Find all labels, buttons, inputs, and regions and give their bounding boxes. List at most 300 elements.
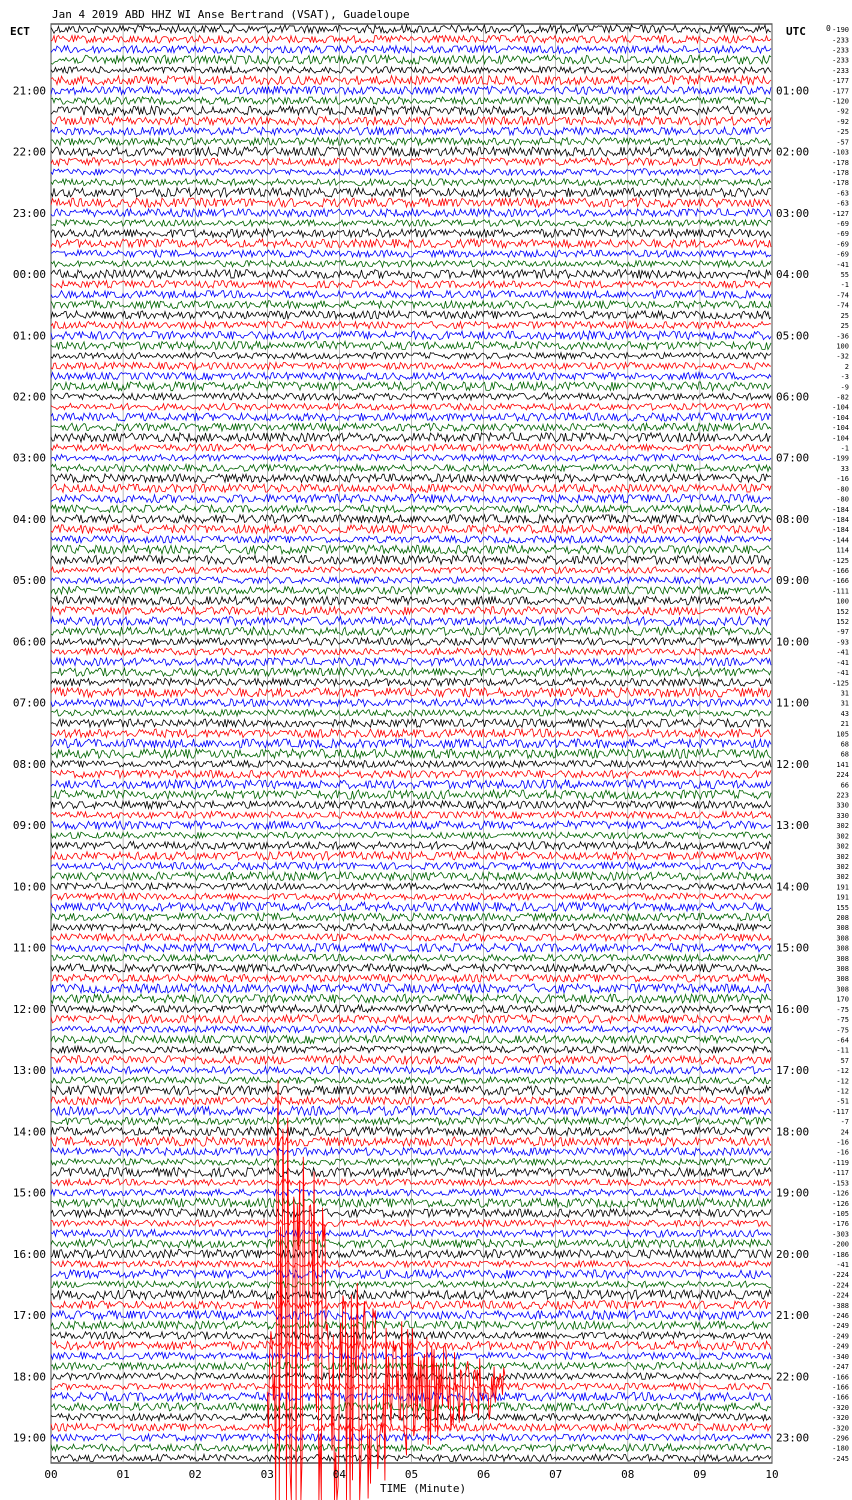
ect-hour-label: 15:00	[12, 1186, 46, 1200]
trace-offset-label: -233	[832, 46, 849, 55]
trace-offset-label: 308	[836, 924, 849, 933]
utc-hour-label: 22:00	[776, 1370, 810, 1384]
trace-122	[51, 1270, 771, 1279]
x-tick-label: 09	[693, 1468, 707, 1481]
trace-offset-label: 2	[844, 362, 849, 371]
trace-50	[51, 536, 771, 543]
trace-offset-label: 191	[836, 883, 849, 892]
ect-hour-label: 17:00	[12, 1309, 46, 1323]
trace-offset-label: -176	[832, 1220, 849, 1229]
ect-axis-label: ECT	[10, 25, 30, 38]
trace-12	[51, 147, 771, 156]
trace-39	[51, 423, 771, 431]
ect-hour-label: 12:00	[12, 1002, 46, 1016]
trace-88	[51, 924, 771, 931]
trace-offset-label: 43	[840, 709, 849, 718]
trace-offset-label: -119	[832, 1158, 849, 1167]
trace-94	[51, 984, 771, 993]
trace-offset-label: -92	[836, 117, 849, 126]
trace-95	[51, 994, 771, 1003]
trace-117	[51, 1220, 771, 1227]
utc-hour-label: 15:00	[776, 941, 810, 955]
trace-99	[51, 1036, 771, 1044]
trace-91	[51, 954, 771, 961]
trace-offset-label: -105	[832, 1209, 849, 1218]
ect-hour-label: 07:00	[12, 696, 46, 710]
trace-offset-label: -63	[836, 199, 849, 208]
trace-offset-label: -177	[832, 87, 849, 96]
trace-46	[51, 494, 771, 503]
utc-hour-label: 11:00	[776, 696, 810, 710]
trace-137	[51, 1423, 771, 1431]
trace-offset-label: -82	[836, 393, 849, 402]
ect-hour-labels	[13, 84, 46, 1444]
trace-60	[51, 638, 771, 645]
trace-80	[51, 842, 771, 850]
trace-offset-label: -16	[836, 1138, 849, 1147]
trace-29	[51, 322, 771, 329]
trace-7	[51, 97, 771, 105]
utc-hour-labels	[776, 84, 809, 1444]
utc-hour-label: 05:00	[776, 329, 810, 343]
trace-118	[51, 1230, 771, 1237]
trace-81	[51, 852, 771, 860]
trace-38	[51, 413, 771, 421]
trace-107	[51, 1117, 771, 1125]
trace-offset-label: -74	[836, 301, 849, 310]
trace-114	[51, 1189, 771, 1196]
trace-43	[51, 464, 771, 471]
trace-87	[51, 913, 771, 921]
utc-hour-label: 07:00	[776, 451, 810, 465]
trace-123	[51, 1281, 771, 1288]
trace-offset-label: -16	[836, 1148, 849, 1157]
trace-offset-label: 152	[836, 607, 849, 616]
ect-hour-label: 04:00	[12, 512, 46, 526]
trace-offset-label: -80	[836, 495, 849, 504]
trace-offset-label: -7	[840, 1118, 849, 1127]
grid-lines	[51, 24, 772, 1463]
trace-offset-label: -64	[836, 1036, 849, 1045]
trace-62	[51, 658, 771, 666]
trace-72	[51, 761, 771, 768]
ect-hour-label: 05:00	[12, 574, 46, 588]
trace-offset-label: 155	[836, 903, 849, 912]
utc-hour-label: 04:00	[776, 268, 810, 282]
trace-offset-label: -153	[832, 1179, 849, 1188]
trace-offset-label: 100	[836, 597, 849, 606]
trace-offset-label: -97	[836, 628, 849, 637]
utc-axis-label: UTC	[786, 25, 806, 38]
trace-offset-label: -69	[836, 250, 849, 259]
ect-hour-label: 13:00	[12, 1064, 46, 1078]
trace-offset-label: -120	[832, 97, 849, 106]
trace-offset-label: -303	[832, 1230, 849, 1239]
x-tick-label: 00	[44, 1468, 58, 1481]
trace-offset-label: -117	[832, 1107, 849, 1116]
trace-offset-label: -63	[836, 189, 849, 198]
trace-offset-label: -166	[832, 1383, 849, 1392]
ect-hour-label: 01:00	[12, 329, 46, 343]
trace-64	[51, 678, 771, 686]
trace-67	[51, 710, 771, 717]
trace-offset-label: -166	[832, 577, 849, 586]
trace-77	[51, 812, 771, 819]
x-tick-labels	[44, 1468, 778, 1481]
utc-hour-label: 10:00	[776, 635, 810, 649]
trace-15	[51, 179, 771, 186]
utc-hour-label: 17:00	[776, 1064, 810, 1078]
trace-31	[51, 341, 771, 349]
ect-hour-label: 21:00	[12, 84, 46, 98]
trace-offset-label: -184	[832, 515, 849, 524]
x-tick-label: 01	[116, 1468, 130, 1481]
trace-offset-label: -340	[832, 1352, 849, 1361]
ect-hour-label: 16:00	[12, 1247, 46, 1261]
trace-36	[51, 393, 771, 400]
trace-58	[51, 617, 771, 626]
trace-offset-label: -36	[836, 332, 849, 341]
trace-offset-label: -75	[836, 1005, 849, 1014]
chart-title: Jan 4 2019 ABD HHZ WI Anse Bertrand (VSAT), Guadeloupe	[52, 8, 410, 21]
utc-hour-label: 19:00	[776, 1186, 810, 1200]
trace-93	[51, 974, 771, 982]
trace-16	[51, 188, 771, 197]
trace-offset-label: -233	[832, 56, 849, 65]
trace-offset-label: 308	[836, 934, 849, 943]
ect-hour-label: 19:00	[12, 1431, 46, 1445]
trace-offset-label: -12	[836, 1077, 849, 1086]
trace-71	[51, 749, 771, 758]
trace-109	[51, 1137, 771, 1146]
trace-110	[51, 1148, 771, 1156]
trace-138	[51, 1434, 771, 1441]
trace-52	[51, 555, 771, 564]
trace-offset-label: -1	[840, 281, 849, 290]
trace-4	[51, 67, 771, 74]
trace-offset-label: 55	[840, 271, 849, 280]
utc-hour-label: 12:00	[776, 757, 810, 771]
trace-2	[51, 46, 771, 54]
trace-offset-label: 302	[836, 852, 849, 861]
trace-108	[51, 1127, 771, 1136]
trace-offset-label: 31	[840, 689, 849, 698]
trace-126	[51, 1311, 771, 1320]
trace-113	[51, 1179, 771, 1186]
trace-3	[51, 55, 771, 64]
trace-offset-label: -104	[832, 424, 849, 433]
trace-offset-label: -249	[832, 1332, 849, 1341]
trace-0	[51, 25, 771, 33]
trace-42	[51, 455, 771, 462]
trace-63	[51, 668, 771, 676]
trace-offset-label: -41	[836, 669, 849, 678]
x-axis-label: TIME (Minute)	[380, 1482, 467, 1495]
trace-offset-label: 57	[840, 1056, 849, 1065]
x-tick-label: 05	[404, 1468, 419, 1481]
trace-offset-label: 24	[840, 1128, 849, 1137]
trace-84	[51, 883, 771, 890]
trace-79	[51, 832, 771, 839]
trace-66	[51, 699, 771, 707]
trace-57	[51, 607, 771, 615]
trace-105	[51, 1097, 771, 1105]
trace-offset-label: -111	[832, 587, 849, 596]
trace-offset-label: -249	[832, 1322, 849, 1331]
trace-24	[51, 270, 771, 279]
trace-offset-label: -103	[832, 148, 849, 157]
trace-offset-label: -184	[832, 526, 849, 535]
trace-130	[51, 1352, 771, 1359]
trace-offset-label: -224	[832, 1271, 849, 1280]
trace-6	[51, 86, 771, 94]
trace-73	[51, 770, 771, 778]
ect-hour-label: 14:00	[12, 1125, 46, 1139]
trace-44	[51, 474, 771, 483]
trace-offset-label: 33	[840, 464, 849, 473]
trace-offset-label: -117	[832, 1169, 849, 1178]
trace-offset-label: 308	[836, 985, 849, 994]
trace-85	[51, 893, 771, 900]
trace-121	[51, 1261, 771, 1267]
trace-offset-label: -233	[832, 36, 849, 45]
utc-hour-label: 16:00	[776, 1002, 810, 1016]
trace-offset-label: -104	[832, 434, 849, 443]
trace-20	[51, 229, 771, 238]
trace-129	[51, 1341, 771, 1350]
trace-offset-label: 68	[840, 750, 849, 759]
trace-125	[51, 1301, 771, 1309]
trace-offset-label: -125	[832, 556, 849, 565]
trace-offset-label: 21	[840, 720, 849, 729]
trace-offset-label: -12	[836, 1067, 849, 1076]
trace-offset-label: 302	[836, 842, 849, 851]
trace-25	[51, 281, 771, 288]
trace-30	[51, 331, 771, 340]
trace-5	[51, 76, 771, 85]
x-tick-label: 07	[549, 1468, 563, 1481]
trace-offset-label: 141	[836, 760, 849, 769]
trace-offset-label: 223	[836, 791, 849, 800]
trace-49	[51, 525, 771, 534]
trace-41	[51, 444, 771, 451]
utc-hour-label: 13:00	[776, 819, 810, 833]
trace-86	[51, 902, 771, 911]
x-tick-label: 08	[621, 1468, 635, 1481]
utc-hour-label: 14:00	[776, 880, 810, 894]
trace-offset-label: -184	[832, 505, 849, 514]
trace-14	[51, 169, 771, 175]
utc-hour-label: 21:00	[776, 1309, 810, 1323]
utc-hour-label: 03:00	[776, 206, 810, 220]
trace-53	[51, 567, 771, 573]
trace-104	[51, 1086, 771, 1095]
trace-offset-label: -1	[840, 444, 849, 453]
trace-offset-label: -69	[836, 230, 849, 239]
trace-offset-label: 302	[836, 862, 849, 871]
trace-offset-label: -296	[832, 1434, 849, 1443]
ect-hour-label: 00:00	[12, 268, 46, 282]
trace-offset-label: 31	[840, 699, 849, 708]
trace-18	[51, 209, 771, 217]
trace-136	[51, 1414, 771, 1421]
trace-offset-label: 302	[836, 873, 849, 882]
trace-48	[51, 515, 771, 524]
trace-89	[51, 934, 771, 941]
trace-offset-label: 330	[836, 811, 849, 820]
trace-23	[51, 261, 771, 268]
trace-103	[51, 1077, 771, 1084]
trace-offset-label: -199	[832, 454, 849, 463]
trace-offset-label: -25	[836, 128, 849, 137]
ect-hour-label: 02:00	[12, 390, 46, 404]
trace-offset-label: -178	[832, 179, 849, 188]
trace-offset-label: -166	[832, 1373, 849, 1382]
trace-offset-label: 170	[836, 995, 849, 1004]
trace-76	[51, 801, 771, 809]
trace-offset-label: -16	[836, 475, 849, 484]
utc-hour-label: 23:00	[776, 1431, 810, 1445]
trace-28	[51, 311, 771, 319]
trace-offset-label: -11	[836, 1046, 849, 1055]
trace-98	[51, 1026, 771, 1033]
trace-17	[51, 198, 771, 207]
trace-offset-label: -69	[836, 220, 849, 229]
ect-hour-label: 11:00	[12, 941, 46, 955]
trace-59	[51, 627, 771, 636]
trace-26	[51, 291, 771, 299]
trace-offset-label: 330	[836, 801, 849, 810]
trace-offset-label: -144	[832, 536, 849, 545]
trace-37	[51, 403, 771, 410]
trace-45	[51, 484, 771, 493]
trace-offset-label: 25	[840, 322, 849, 331]
trace-127	[51, 1321, 771, 1329]
ect-hour-label: 03:00	[12, 451, 46, 465]
trace-offset-label: -125	[832, 679, 849, 688]
utc-hour-label: 06:00	[776, 390, 810, 404]
utc-hour-label: 08:00	[776, 512, 810, 526]
trace-54	[51, 577, 771, 584]
utc-hour-label: 18:00	[776, 1125, 810, 1139]
trace-offset-label: 224	[836, 771, 849, 780]
trace-70	[51, 739, 771, 748]
trace-offset-label: -320	[832, 1414, 849, 1423]
trace-100	[51, 1046, 771, 1053]
trace-97	[51, 1015, 771, 1024]
utc-hour-label: 20:00	[776, 1247, 810, 1261]
trace-offset-label: -249	[832, 1342, 849, 1351]
trace-offset-label: -41	[836, 648, 849, 657]
trace-65	[51, 688, 771, 697]
trace-10	[51, 127, 771, 135]
trace-33	[51, 362, 771, 369]
trace-offset-label: -246	[832, 1312, 849, 1321]
trace-112	[51, 1168, 771, 1177]
trace-106	[51, 1106, 771, 1115]
trace-offset-label: -104	[832, 413, 849, 422]
trace-35	[51, 382, 771, 391]
trace-offset-label: -74	[836, 291, 849, 300]
trace-offset-label: -41	[836, 260, 849, 269]
trace-offset-label: -200	[832, 1240, 849, 1249]
trace-offset-label: -245	[832, 1454, 849, 1463]
trace-128	[51, 1332, 771, 1339]
trace-55	[51, 587, 771, 595]
trace-111	[51, 1159, 771, 1166]
trace-offset-label: -178	[832, 168, 849, 177]
trace-27	[51, 301, 771, 309]
trace-offset-label: 114	[836, 546, 849, 555]
trace-offset-label: -51	[836, 1097, 849, 1106]
trace-115	[51, 1198, 771, 1207]
trace-21	[51, 239, 771, 248]
trace-13	[51, 158, 771, 166]
trace-offset-label: -388	[832, 1301, 849, 1310]
trace-offset-label: -180	[832, 1444, 849, 1453]
trace-75	[51, 790, 771, 799]
x-tick-label: 02	[188, 1468, 202, 1481]
trace-offset-label: -69	[836, 240, 849, 249]
traces-group	[51, 25, 771, 1462]
trace-139	[51, 1444, 771, 1451]
trace-offset-label: -12	[836, 1087, 849, 1096]
trace-offset-label: -166	[832, 1393, 849, 1402]
ect-hour-label: 10:00	[12, 880, 46, 894]
trace-offset-label: -93	[836, 638, 849, 647]
trace-51	[51, 545, 771, 554]
trace-offset-label: -75	[836, 1026, 849, 1035]
trace-offset-label: -186	[832, 1250, 849, 1259]
utc-hour-label: 09:00	[776, 574, 810, 588]
trace-offset-label: 191	[836, 893, 849, 902]
trace-1	[51, 35, 771, 43]
trace-102	[51, 1066, 771, 1074]
trace-offset-label: 302	[836, 832, 849, 841]
corner-label: 0	[826, 24, 831, 33]
trace-offset-label: 308	[836, 975, 849, 984]
trace-19	[51, 220, 771, 227]
utc-hour-label: 02:00	[776, 145, 810, 159]
trace-offset-label: -41	[836, 1260, 849, 1269]
ect-hour-label: 06:00	[12, 635, 46, 649]
trace-offset-label: -127	[832, 209, 849, 218]
trace-22	[51, 250, 771, 257]
trace-83	[51, 872, 771, 880]
trace-92	[51, 964, 771, 972]
trace-offset-label: -166	[832, 567, 849, 576]
trace-offset-label: -320	[832, 1403, 849, 1412]
trace-61	[51, 648, 771, 655]
trace-offset-label: 100	[836, 342, 849, 351]
trace-120	[51, 1249, 771, 1258]
trace-offset-label: -177	[832, 77, 849, 86]
trace-offset-label: -247	[832, 1363, 849, 1372]
trace-offset-label: -224	[832, 1291, 849, 1300]
trace-101	[51, 1056, 771, 1065]
trace-9	[51, 117, 771, 126]
trace-69	[51, 729, 771, 738]
x-tick-label: 03	[260, 1468, 274, 1481]
trace-offset-label: -57	[836, 138, 849, 147]
trace-offset-label: -3	[840, 373, 849, 382]
trace-offset-label: 25	[840, 311, 849, 320]
trace-offset-label: -126	[832, 1189, 849, 1198]
trace-119	[51, 1239, 771, 1247]
trace-140	[51, 1454, 771, 1461]
trace-offset-labels	[832, 26, 849, 1463]
trace-offset-label: 68	[840, 740, 849, 749]
